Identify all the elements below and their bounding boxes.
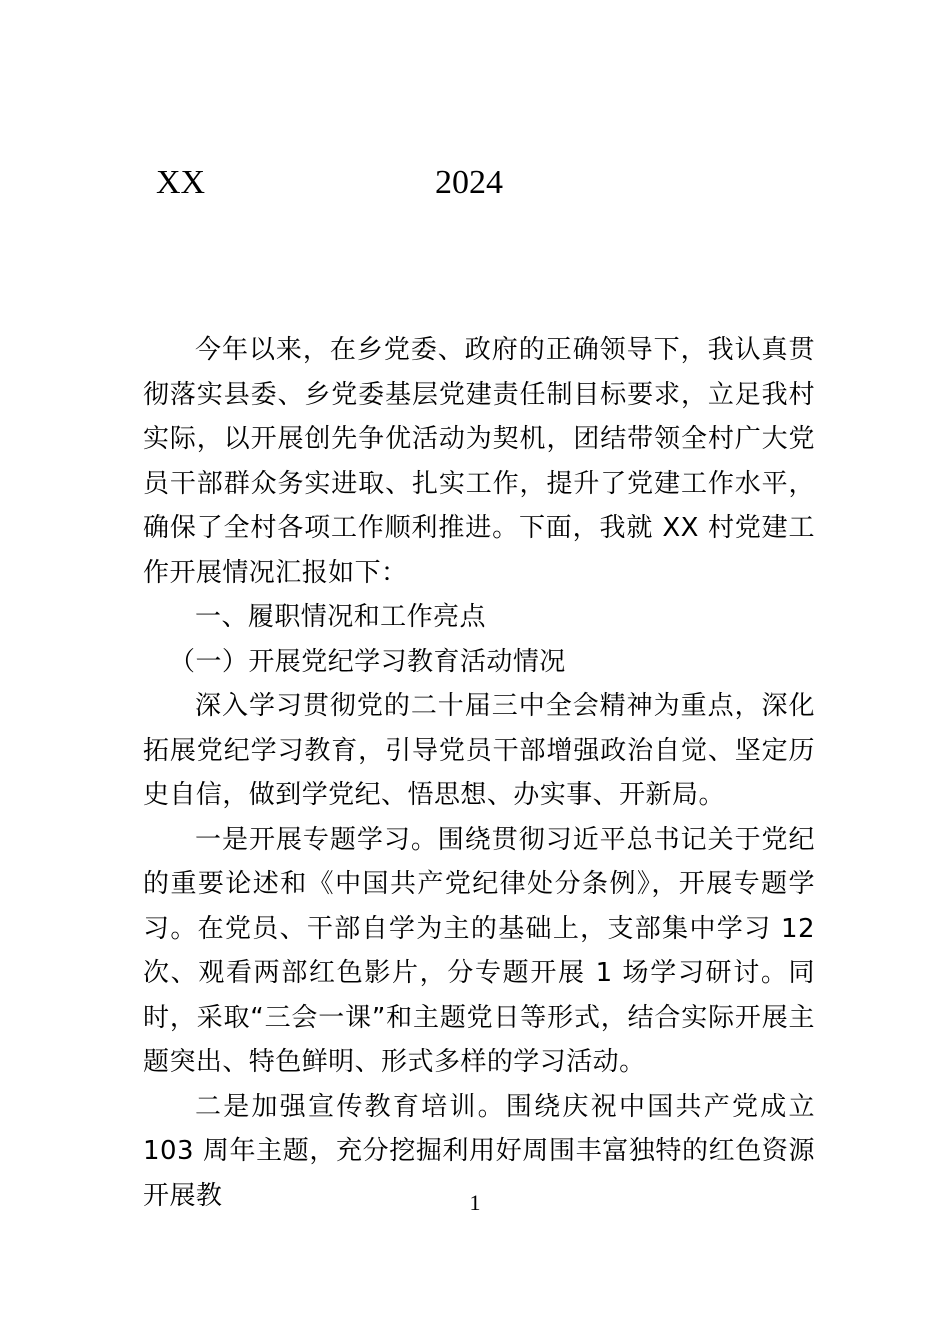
document-title bbox=[0, 158, 950, 208]
body-paragraph: 一是开展专题学习。围绕贯彻习近平总书记关于党纪的重要论述和《中国共产党纪律处分条例》，开展专题学习。在党员、干部自学为主的基础上，支部集中学习 12 次、观看两部红色影片，分专题开展 1 场学习研讨。同时，采取“三会一课”和主题党日等形式，结合实际开展主题突出、特色鲜明、形式多样的学习活动。 bbox=[143, 824, 815, 1077]
title-year: 2024 bbox=[435, 164, 503, 201]
body-paragraph: 深入学习贯彻党的二十届三中全会精神为重点，深化拓展党纪学习教育，引导党员干部增强政治自觉、坚定历史自信，做到学党纪、悟思想、办实事、开新局。 bbox=[143, 691, 815, 810]
page-number: 1 bbox=[469, 1190, 481, 1215]
document-body bbox=[143, 328, 815, 1218]
section-heading: 一、履职情况和工作亮点 bbox=[195, 602, 486, 632]
title-prefix: XX bbox=[156, 164, 206, 201]
subsection-heading: （一）开展党纪学习教育活动情况 bbox=[169, 646, 566, 677]
body-paragraph: 二是加强宣传教育培训。围绕庆祝中国共产党成立 103 周年主题，充分挖掘利用好周围丰富独特的红色资源开展教 bbox=[143, 1091, 815, 1211]
intro-paragraph: 今年以来，在乡党委、政府的正确领导下，我认真贯彻落实县委、乡党委基层党建责任制目标要求，立足我村实际，以开展创先争优活动为契机，团结带领全村广大党员干部群众务实进取、扎实工作，提升了党建工作水平，确保了全村各项工作顺利推进。下面，我就 XX 村党建工作开展情况汇报如下： bbox=[143, 335, 815, 588]
